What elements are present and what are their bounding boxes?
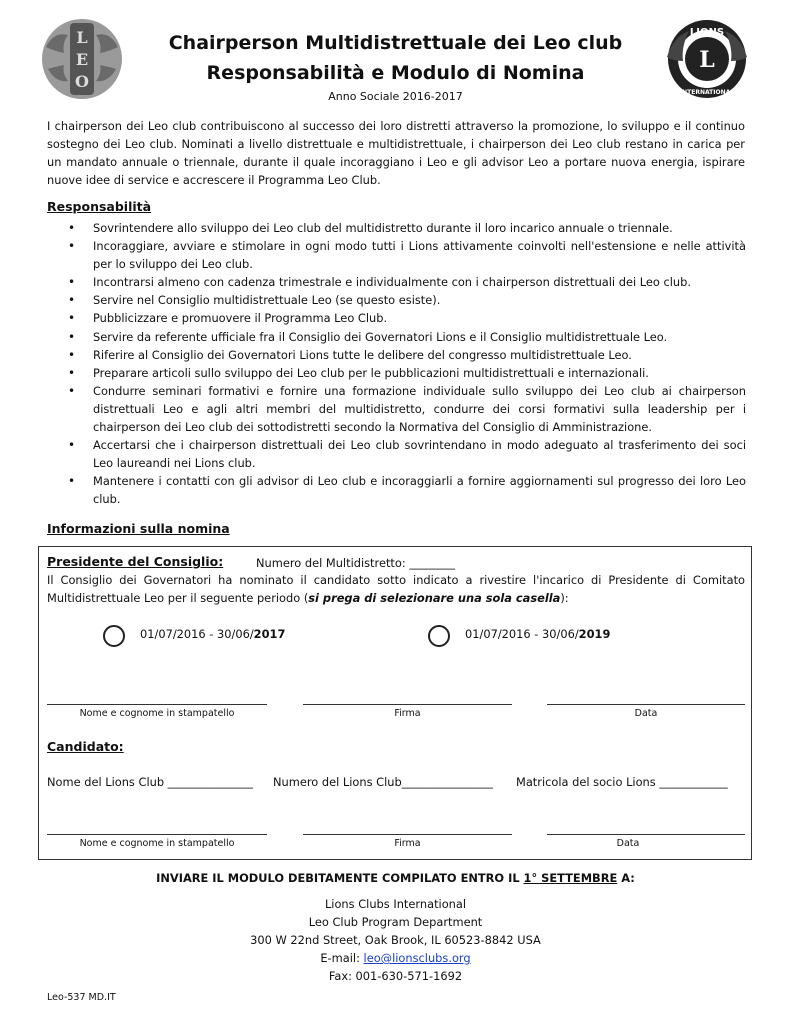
candidate-name-caption: Nome e cognome in stampatello [79,838,235,849]
form-code: Leo-537 MD.IT [47,992,116,1003]
page-title-line2: Responsabilità e Modulo di Nomina [206,62,585,84]
president-statement-emphasis: si prega di selezionare una sola casella [308,591,561,605]
nomination-heading: Informazioni sulla nomina [47,521,230,536]
svg-text:E: E [75,50,89,69]
send-deadline: 1° SETTEMBRE [523,871,618,885]
list-item: • Condurre seminari formativi e fornire una formazione individuale sullo sviluppo dei Leo club ai chairperson distrettuali Leo e agli altri membri del multidistretto, condurre dei corsi formativi sulla leadership per i chairperson dei Leo club dei sottodistretti secondo la Normativa del Consiglio di Amministrazione. [66,382,746,436]
intro-paragraph: I chairperson dei Leo club contribuiscono al successo dei loro distretti attraverso la promozione, lo sviluppo e il continuo sostegno dei Leo club. Nominati a livello distrettuale e multidistrettuale, i chairperson dei Leo club restano in carica per un mandato annuale o triennale, durante il quale incoraggiano i Leo e gli advisor Leo a portare nuova energia, ispirare nuove idee di service e accrescere il Programma Leo Club. [47,119,745,187]
term-option-2019-radio[interactable] [428,625,450,647]
president-date-line[interactable] [547,704,745,705]
svg-text:INTERNATIONAL: INTERNATIONAL [679,89,735,96]
list-item: • Incontrarsi almeno con cadenza trimestrale e individualmente con i chairperson distrettuali dei Leo club. [66,273,746,291]
candidate-label: Candidato: [47,739,124,754]
candidate-signature-caption: Firma [394,838,421,849]
email-label: E-mail: [320,951,364,965]
multidistrict-number-field[interactable]: Numero del Multidistretto: ________ [256,556,455,570]
president-date-caption: Data [634,708,658,719]
president-statement-end: ): [560,591,569,605]
lions-international-logo [663,17,751,101]
list-item: • Servire da referente ufficiale fra il Consiglio dei Governatori Lions e il Consiglio multidistrettuale Leo. [66,328,746,346]
page-title-line1: Chairperson Multidistrettuale dei Leo club [168,32,623,54]
president-signature-line[interactable] [303,704,512,705]
club-number-field[interactable]: Numero del Lions Club________________ [273,775,493,789]
send-prefix: INVIARE IL MODULO DEBITAMENTE COMPILATO ENTRO IL [156,871,524,885]
responsibilities-heading: Responsabilità [47,199,152,214]
svg-text:LIONS: LIONS [689,27,725,38]
president-name-caption: Nome e cognome in stampatello [79,708,235,719]
address-line1: Lions Clubs International [324,897,467,911]
president-statement [47,571,745,607]
term-option-2019-prefix: 01/07/2016 - 30/06/ [465,627,579,641]
term-option-2017-prefix: 01/07/2016 - 30/06/ [140,627,254,641]
list-item: • Incoraggiare, avviare e stimolare in ogni modo tutti i Lions attivamente coinvolti nell'estensione e nelle attività per lo sviluppo dei Leo club. [66,237,746,273]
send-suffix: A: [617,871,635,885]
send-instruction [0,871,791,885]
svg-text:L: L [699,47,715,73]
term-option-2019-year: 2019 [578,627,611,641]
nomination-form [38,546,752,860]
list-item: • Pubblicizzare e promuovere il Programma Leo Club. [66,309,746,327]
list-item: • Accertarsi che i chairperson distrettuali dei Leo club sovrintendano in modo adeguato al trasferimento dei soci Leo laureandi nei Lions club. [66,436,746,472]
candidate-date-line[interactable] [547,834,745,835]
president-signature-caption: Firma [394,708,421,719]
email-link[interactable]: leo@lionsclubs.org [363,951,471,965]
responsibilities-list [66,219,746,509]
leo-logo [40,17,124,101]
svg-text:O: O [75,72,89,91]
president-statement-text: Il Consiglio dei Governatori ha nominato il candidato sotto indicato a rivestire l'incarico di Presidente di Comitato Multidistrettuale Leo per il seguente periodo ( [47,573,745,605]
svg-text:L: L [76,28,88,47]
list-item: • Preparare articoli sullo sviluppo dei Leo club per le pubblicazioni multidistrettuali e internazionali. [66,364,746,382]
term-option-2017-year: 2017 [253,627,286,641]
term-option-2017-radio[interactable] [103,625,125,647]
president-name-line[interactable] [47,704,267,705]
club-name-field[interactable]: Nome del Lions Club _______________ [47,775,254,789]
email-line [0,951,791,965]
list-item: • Servire nel Consiglio multidistrettuale Leo (se questo esiste). [66,291,746,309]
term-option-2019-label [465,627,610,641]
address-line3: 300 W 22nd Street, Oak Brook, IL 60523-8842 USA [250,933,541,947]
address-line2: Leo Club Program Department [308,915,483,929]
candidate-date-caption: Data [616,838,640,849]
fax-line: Fax: 001-630-571-1692 [328,969,463,983]
list-item: • Riferire al Consiglio dei Governatori Lions tutte le delibere del congresso multidistrettuale Leo. [66,346,746,364]
term-option-2017-label [140,627,285,641]
page-subtitle: Anno Sociale 2016-2017 [328,90,463,103]
candidate-name-line[interactable] [47,834,267,835]
list-item: • Sovrintendere allo sviluppo dei Leo club del multidistretto durante il loro incarico annuale o triennale. [66,219,746,237]
member-number-field[interactable]: Matricola del socio Lions ____________ [516,775,728,789]
candidate-signature-line[interactable] [303,834,512,835]
list-item: • Mantenere i contatti con gli advisor di Leo club e incoraggiarli a fornire aggiornamenti sul progresso dei loro Leo club. [66,472,746,508]
president-label: Presidente del Consiglio: [47,554,224,569]
